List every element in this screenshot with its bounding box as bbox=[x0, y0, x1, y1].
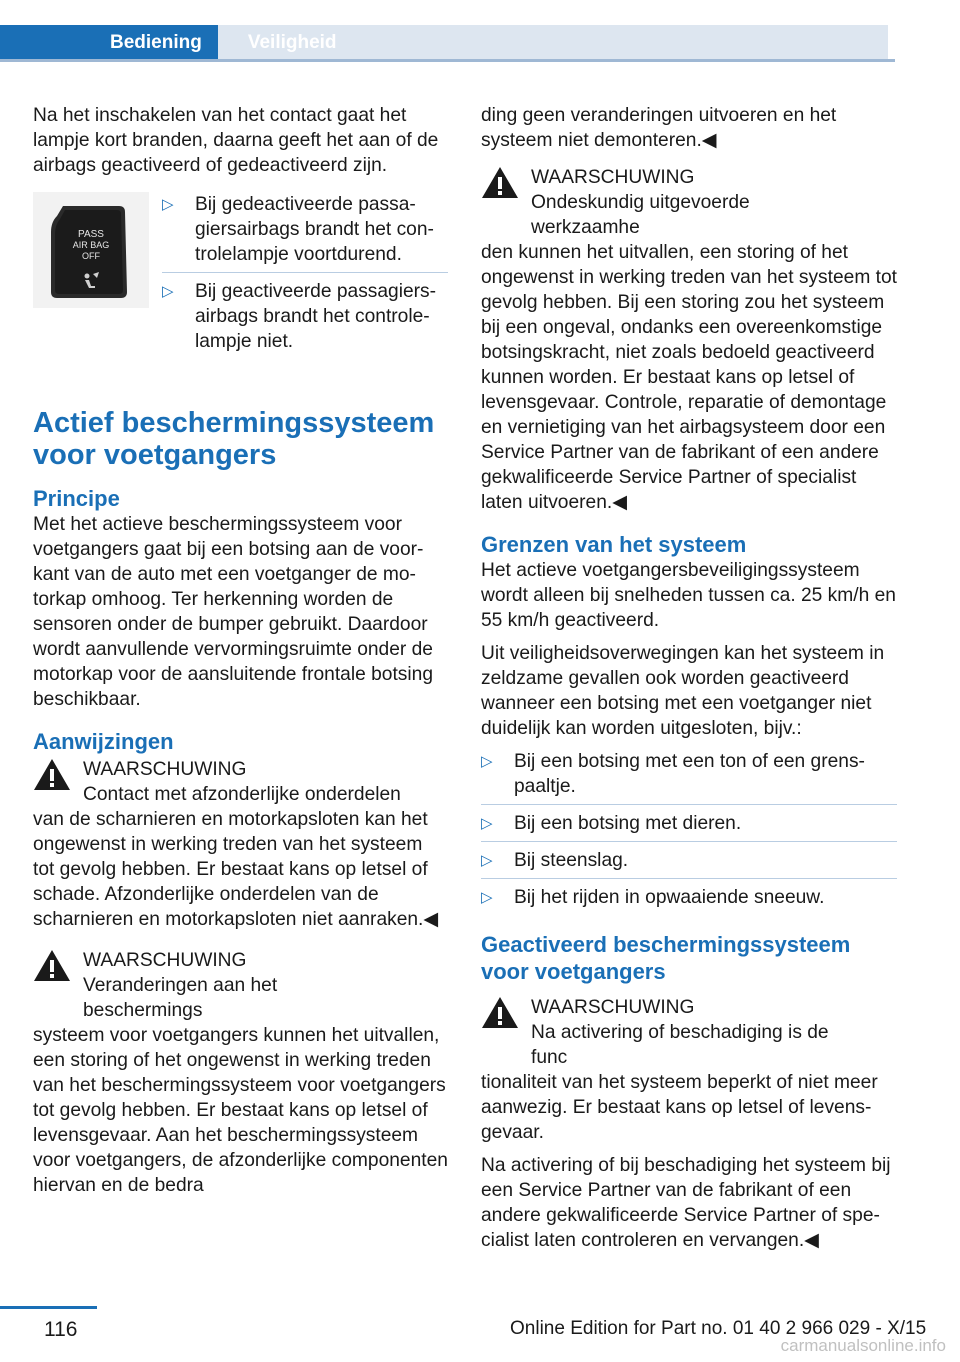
warning-label: WAARSCHUWING bbox=[531, 997, 695, 1018]
triangle-bullet-icon: ▷ bbox=[481, 753, 493, 770]
right-column bbox=[481, 103, 897, 1261]
section-title: Actief beschermingssysteem voor voetgangers bbox=[33, 407, 435, 471]
watermark: carmanualsonline.info bbox=[780, 1336, 946, 1355]
triangle-bullet-icon: ▷ bbox=[162, 283, 174, 300]
triangle-bullet-icon: ▷ bbox=[481, 815, 493, 832]
list-item bbox=[481, 811, 897, 842]
page-number: 116 bbox=[44, 1318, 78, 1341]
warning-first-line: Contact met afzonderlijke onderdelen bbox=[83, 784, 401, 805]
continuation-paragraph: ding geen veranderingen uitvoeren en het systeem niet demonteren.◀ bbox=[481, 105, 837, 151]
tab-veiligheid-label: Veiligheid bbox=[247, 32, 337, 53]
header-tabs bbox=[0, 25, 888, 61]
warning-text: systeem voor voetgangers kunnen het uitvallen, een storing of het ongewenst in werking treden van het beschermingssysteem voor voetgangers tot gevolg hebben. Er bestaat kans op letsel of levensgevaar. Aan het beschermingssysteem voor voetgangers, de afzonderlijke componenten hiervan en de bedra bbox=[33, 1025, 448, 1196]
airbag-off-indicator-image bbox=[33, 192, 149, 308]
airbag-indicator-section bbox=[33, 192, 448, 365]
grenzen-list bbox=[481, 749, 897, 915]
tab-veiligheid[interactable] bbox=[218, 25, 888, 61]
list-item-text: Bij geactiveerde passagiersairbags brandt het controlelampje niet. bbox=[195, 281, 437, 352]
list-item bbox=[481, 885, 897, 915]
grenzen-paragraph-1: Het actieve voetgangersbeveiligingssysteem wordt alleen bij snelheden tussen ca. 25 km/h en 55 km/h geactiveerd. bbox=[481, 560, 896, 631]
principe-heading: Principe bbox=[33, 486, 120, 511]
left-column bbox=[33, 103, 448, 1206]
airbag-label-2: AIR BAG bbox=[72, 240, 110, 250]
list-item bbox=[162, 279, 448, 359]
warning-block bbox=[481, 995, 897, 1145]
warning-text: tionaliteit van het systeem beperkt of niet meer aanwezig. Er bestaat kans op letsel of levensgevaar. bbox=[481, 1072, 878, 1143]
edition-text: Online Edition for Part no. 01 40 2 966 029 - X/15 bbox=[510, 1318, 927, 1339]
list-item-text: Bij het rijden in opwaaiende sneeuw. bbox=[514, 887, 825, 908]
list-item bbox=[162, 192, 448, 273]
final-paragraph: Na activering of bij beschadiging het systeem bij een Service Partner van de fabrikant of een andere gekwalificeerde Service Partner of specialist laten controleren en vervangen.◀ bbox=[481, 1155, 891, 1251]
warning-triangle-icon bbox=[33, 948, 71, 983]
grenzen-heading: Grenzen van het systeem bbox=[481, 532, 747, 557]
warning-text: van de scharnieren en motorkapsloten kan het ongewenst in werking treden van het systeem tot gevolg hebben. Er bestaat kans op letsel of schade. Afzonderlijke onderdelen van de scharnieren en motorkapsloten niet aanraken.◀ bbox=[33, 809, 439, 930]
header-divider bbox=[0, 59, 895, 62]
tab-bediening[interactable] bbox=[0, 25, 218, 61]
warning-triangle-icon bbox=[481, 995, 519, 1030]
triangle-bullet-icon: ▷ bbox=[481, 889, 493, 906]
warning-block bbox=[33, 948, 448, 1198]
tab-bediening-label: Bediening bbox=[110, 32, 202, 53]
list-item bbox=[481, 848, 897, 879]
footer-divider bbox=[0, 1306, 97, 1309]
warning-first-line: Na activering of beschadiging is de func bbox=[531, 1022, 829, 1068]
principe-paragraph: Met het actieve beschermingssysteem voor voetgangers gaat bij een botsing aan de voorkant van de auto met een voetganger de motorkap omhoog. Ter herkenning worden de sensoren onder de bumper gebruikt. Daardoor wordt aanvullende vervormingsruimte onder de motorkap voor de aansluitende frontale botsing beschikbaar. bbox=[33, 514, 433, 710]
geactiveerd-heading: Geactiveerd beschermingssysteem voor voetgangers bbox=[481, 932, 851, 984]
grenzen-paragraph-2: Uit veiligheidsoverwegingen kan het systeem in zeldzame gevallen ook worden geactiveerd wanneer een botsing met een voetganger niet duidelijk kan worden uitgesloten, bijv.: bbox=[481, 643, 885, 739]
warning-first-line: Ondeskundig uitgevoerde werkzaamhe bbox=[531, 192, 750, 238]
warning-first-line: Veranderingen aan het beschermings bbox=[83, 975, 278, 1021]
triangle-bullet-icon: ▷ bbox=[162, 196, 174, 213]
list-item-text: Bij steenslag. bbox=[514, 850, 629, 871]
warning-triangle-icon bbox=[481, 165, 519, 200]
warning-block bbox=[481, 165, 897, 515]
list-item bbox=[481, 749, 897, 805]
aanwijzingen-heading: Aanwijzingen bbox=[33, 729, 174, 754]
airbag-label-3: OFF bbox=[82, 251, 100, 261]
triangle-bullet-icon: ▷ bbox=[481, 852, 493, 869]
warning-label: WAARSCHUWING bbox=[83, 950, 247, 971]
intro-paragraph: Na het inschakelen van het contact gaat het lampje kort branden, daarna geeft het aan of de airbags geactiveerd of gedeactiveerd zijn. bbox=[33, 105, 439, 176]
warning-label: WAARSCHUWING bbox=[83, 759, 247, 780]
airbag-status-list bbox=[162, 192, 448, 365]
list-item-text: Bij een botsing met een ton of een grenspaaltje. bbox=[514, 751, 865, 797]
warning-label: WAARSCHUWING bbox=[531, 167, 695, 188]
airbag-label-1: PASS bbox=[78, 229, 104, 240]
warning-text: den kunnen het uitvallen, een storing of het ongewenst in werking treden van het systeem tot gevolg hebben. Bij een storing zou het systeem bij een ongeval, ondanks een overeenkomstige botsingskracht, niet zoals bedoeld geactiveerd kunnen worden. Er bestaat kans op letsel of levensgevaar. Controle, reparatie of demontage en vernietiging van het airbagsysteem door een Service Partner van de fabrikant of een andere gekwalificeerde Service Partner of specialist laten uitvoeren.◀ bbox=[481, 242, 897, 513]
warning-block bbox=[33, 757, 448, 932]
warning-triangle-icon bbox=[33, 757, 71, 792]
list-item-text: Bij gedeactiveerde passagiersairbags brandt het controlelampje voortdurend. bbox=[195, 194, 434, 265]
list-item-text: Bij een botsing met dieren. bbox=[514, 813, 742, 834]
